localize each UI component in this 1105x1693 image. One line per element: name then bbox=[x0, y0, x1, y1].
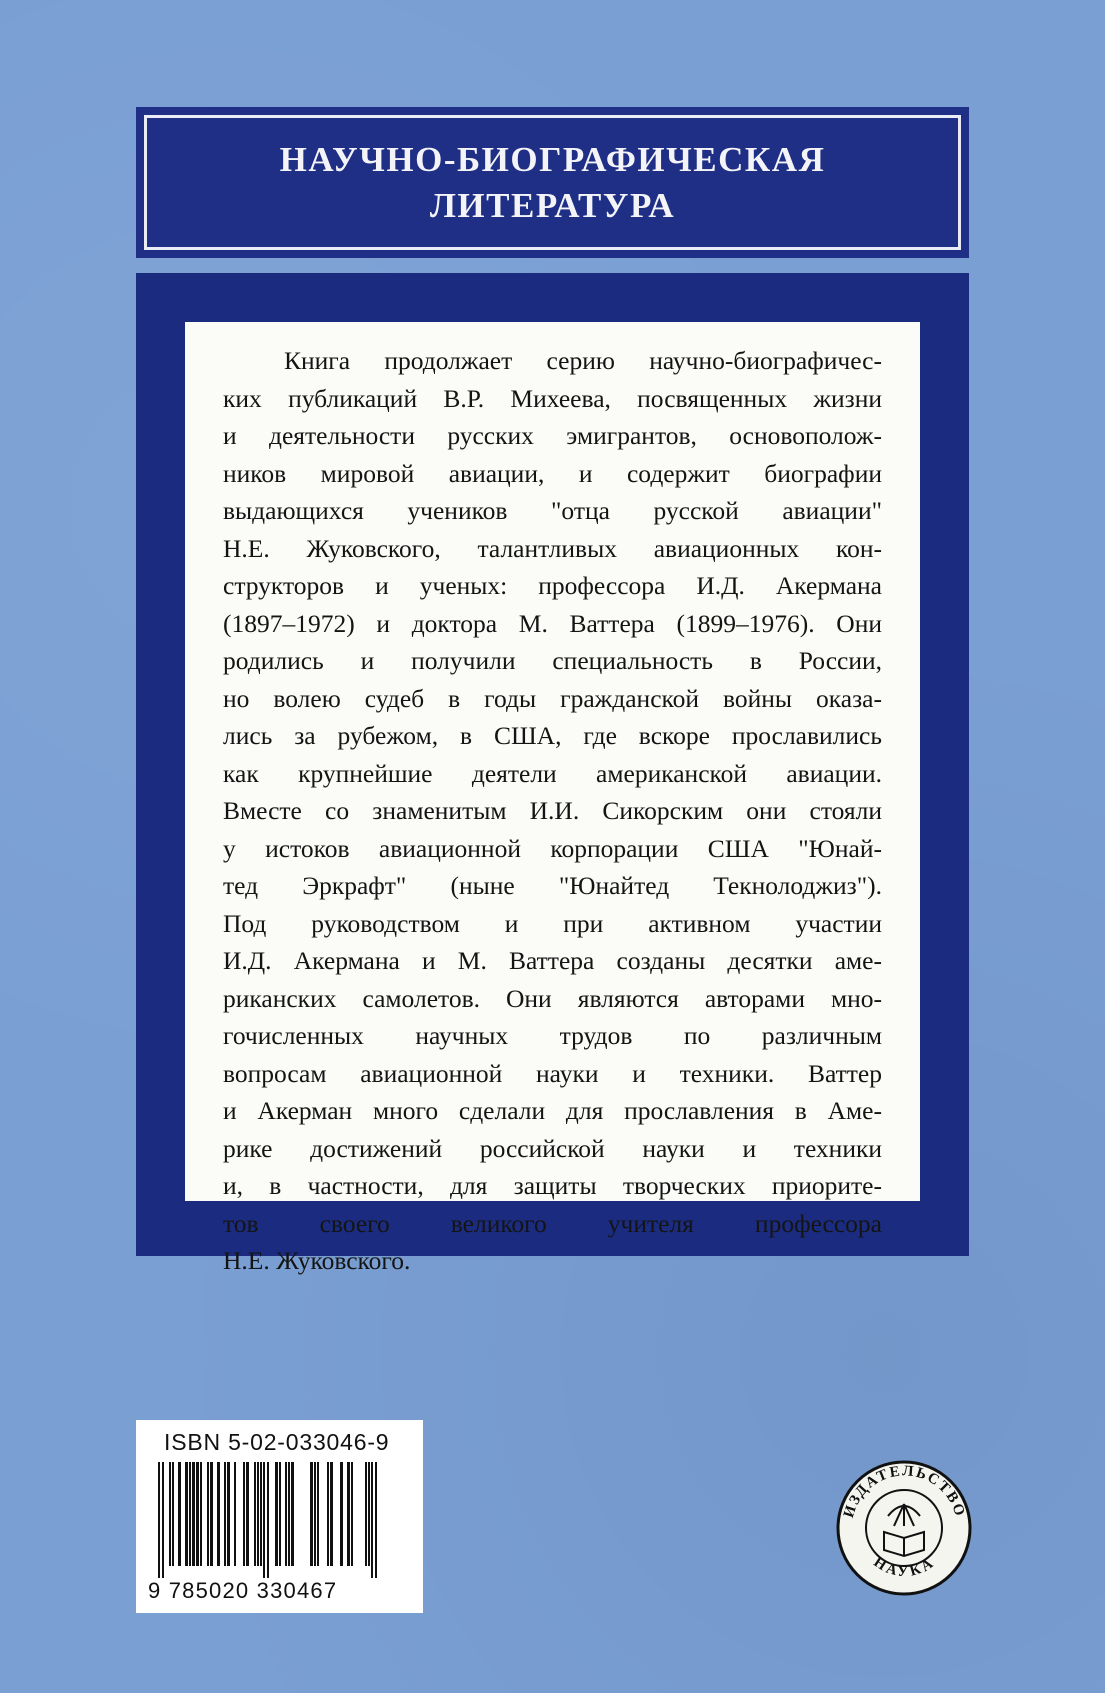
barcode-bar bbox=[257, 1462, 259, 1566]
description-line: и Акерман много сделали для прославления в Аме- bbox=[223, 1096, 882, 1125]
description-line: Н.Е. Жуковского, талантливых авиационных кон- bbox=[223, 533, 882, 563]
barcode-bar bbox=[246, 1462, 249, 1566]
description-line: и, в частности, для защиты творческих приорите- bbox=[223, 1171, 882, 1200]
barcode-bar bbox=[288, 1462, 290, 1566]
description-line: тед Эркрафт" (ныне "Юнайтед Текнолоджиз"). bbox=[223, 871, 882, 900]
description-line: как крупнейшие деятели американской авиации. bbox=[223, 758, 882, 788]
barcode-bar bbox=[227, 1462, 230, 1566]
barcode-bar bbox=[224, 1462, 226, 1566]
barcode-bar bbox=[210, 1462, 213, 1566]
description-line: Книга продолжает серию научно-биографичес- bbox=[284, 346, 882, 375]
barcode-bar bbox=[340, 1462, 343, 1566]
barcode-bar bbox=[172, 1462, 174, 1566]
barcode-bar bbox=[371, 1462, 373, 1578]
series-title-frame bbox=[144, 115, 961, 250]
barcode-bar bbox=[291, 1462, 294, 1566]
barcode-bar bbox=[327, 1462, 329, 1566]
description-line: Вместе со знаменитым И.И. Сикорским они стояли bbox=[223, 796, 882, 825]
logo-bottom-text: НАУКА bbox=[870, 1554, 939, 1580]
description-line: у истоков авиационной корпорации США "Юнай- bbox=[223, 833, 882, 863]
description-line: И.Д. Акермана и М. Ваттера созданы десятки аме- bbox=[223, 946, 882, 975]
barcode-bar bbox=[275, 1462, 278, 1566]
description-line: структоров и ученых: профессора И.Д. Акермана bbox=[223, 571, 882, 600]
barcode-bar bbox=[178, 1462, 181, 1566]
barcode-bar bbox=[196, 1462, 199, 1566]
barcode-bar bbox=[279, 1462, 281, 1566]
description-line: и деятельности русских эмигрантов, основополож- bbox=[223, 421, 882, 450]
barcode-bar bbox=[285, 1462, 287, 1566]
barcode-bar bbox=[260, 1462, 262, 1566]
publisher-logo bbox=[832, 1456, 977, 1601]
description-line: вопросам авиационной науки и техники. Ваттер bbox=[223, 1058, 882, 1088]
barcode-bar bbox=[347, 1462, 350, 1566]
barcode-bar bbox=[217, 1462, 220, 1566]
barcode-bar bbox=[207, 1462, 209, 1566]
description-line: (1897–1972) и доктора М. Ваттера (1899–1976). Они bbox=[223, 608, 882, 638]
description-line: родились и получили специальность в России, bbox=[223, 646, 882, 675]
barcode-bar bbox=[375, 1462, 377, 1578]
barcode-bar bbox=[254, 1462, 256, 1566]
description-line: Под руководством и при активном участии bbox=[223, 908, 882, 938]
barcode-bar bbox=[365, 1462, 367, 1566]
description-panel bbox=[136, 273, 969, 1275]
description-line: рике достижений российской науки и техники bbox=[223, 1133, 882, 1163]
description-line: ников мировой авиации, и содержит биографии bbox=[223, 458, 882, 488]
barcode-bar bbox=[243, 1462, 245, 1566]
series-title-line-2: ЛИТЕРАТУРА bbox=[429, 185, 676, 225]
barcode-bar bbox=[267, 1462, 269, 1578]
barcode-bar bbox=[234, 1462, 236, 1566]
barcode bbox=[156, 1462, 412, 1578]
barcode-bar bbox=[185, 1462, 188, 1566]
barcode-bar bbox=[192, 1462, 195, 1566]
description-line: Н.Е. Жуковского. bbox=[223, 1246, 411, 1275]
description-line: выдающихся учеников "отца русской авиации" bbox=[223, 496, 882, 525]
isbn-label: ISBN 5-02-033046-9 bbox=[164, 1429, 390, 1455]
series-title-panel bbox=[136, 107, 969, 258]
barcode-bar bbox=[158, 1462, 160, 1578]
isbn-barcode-box bbox=[136, 1420, 423, 1613]
description-line: но волею судеб в годы гражданской войны оказа- bbox=[223, 683, 882, 713]
description-line: гочисленных научных трудов по различным bbox=[223, 1021, 882, 1050]
description-line: ких публикаций В.Р. Михеева, посвященных жизни bbox=[223, 383, 882, 413]
barcode-bar bbox=[169, 1462, 171, 1566]
barcode-bar bbox=[162, 1462, 164, 1578]
series-title-line-1: НАУЧНО-БИОГРАФИЧЕСКАЯ bbox=[279, 139, 826, 179]
description-text-box bbox=[185, 322, 920, 1275]
barcode-bar bbox=[189, 1462, 191, 1566]
description-line: лись за рубежом, в США, где вскоре прославились bbox=[223, 721, 882, 750]
barcode-bar bbox=[330, 1462, 333, 1566]
barcode-bar bbox=[368, 1462, 370, 1566]
description-line: риканских самолетов. Они являются авторами мно- bbox=[223, 983, 882, 1013]
barcode-digits: 9 785020 330467 bbox=[148, 1578, 338, 1603]
barcode-bar bbox=[317, 1462, 319, 1566]
description-line: тов своего великого учителя профессора bbox=[223, 1208, 882, 1238]
logo-top-text: ИЗДАТЕЛЬСТВО bbox=[840, 1463, 969, 1520]
barcode-bar bbox=[351, 1462, 353, 1566]
barcode-bar bbox=[314, 1462, 316, 1566]
barcode-bar bbox=[200, 1462, 202, 1566]
barcode-bar bbox=[263, 1462, 265, 1578]
barcode-bar bbox=[310, 1462, 313, 1566]
